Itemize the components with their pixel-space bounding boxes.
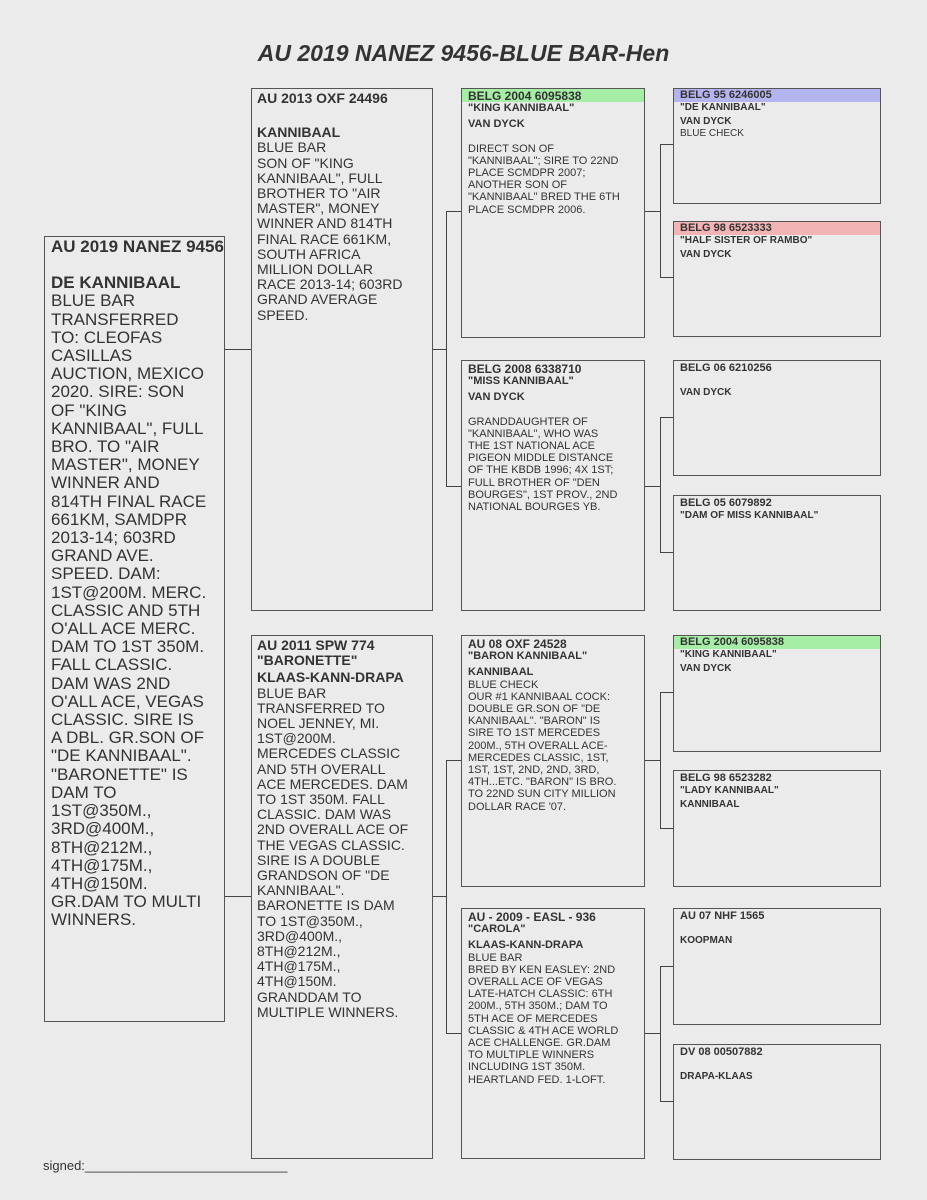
subject-name: DE KANNIBAAL [51,273,181,293]
connector-line [446,211,462,212]
dam-dam-name: KLAAS-KANN-DRAPA [468,939,584,952]
dam-dam-box [461,908,645,1159]
ancestor-band: BELG 2004 6095838 [674,636,880,649]
sire-dam-box [461,360,645,611]
ancestor-nickname: "HALF SISTER OF RAMBO" [680,234,813,246]
sire-dam-band: BELG 2008 6338710 [468,362,582,376]
connector-line [660,277,674,278]
ancestor-band: BELG 06 6210256 [680,362,772,374]
sire-sire-notes: DIRECT SON OF "KANNIBAAL"; SIRE TO 22ND PLACE SCMDPR 2007; ANOTHER SON OF "KANNIBAAL" BRED THE 6TH PLACE SCMDPR 2006. [468,142,620,216]
connector-line [660,417,674,418]
great-grandparent-box [673,908,881,1025]
connector-line [432,349,446,350]
connector-line [644,760,660,761]
sire-dam-notes: GRANDDAUGHTER OF "KANNIBAAL", WHO WAS THE 1ST NATIONAL ACE PIGEON MIDDLE DISTANCE OF THE KBDB 1996; 4X 1ST; FULL BROTHER OF "DEN BOURGES", 1ST PROV., 2ND NATIONAL BOURGES YB. [468,415,618,514]
connector-line [660,692,674,693]
ancestor-band: AU 07 NHF 1565 [680,910,765,922]
signature-line: signed:____________________________ [43,1158,288,1173]
ancestor-nickname: "LADY KANNIBAAL" [680,784,779,796]
dam-notes: BLUE BAR TRANSFERRED TO NOEL JENNEY, MI. 1ST@200M. MERCEDES CLASSIC AND 5TH OVERALL ACE MERCEDES. DAM TO 1ST 350M. FALL CLASSIC. DAM WAS 2ND OVERALL ACE OF THE VEGAS CLASSIC. SIRE IS A DOUBLE GRANDSON OF "DE KANNIBAAL". BARONETTE IS DAM TO 1ST@350M., 3RD@400M., 8TH@212M., 4TH@175M., 4TH@150M. GRANDDAM TO MULTIPLE WINNERS. [257,684,409,1020]
sire-sire-box [461,88,645,338]
dam-sire-name: KANNIBAAL [468,666,534,679]
ancestor-name: VAN DYCK [680,386,732,398]
dam-sire-nickname: "BARON KANNIBAAL" [468,650,588,663]
ancestor-band: BELG 98 6523282 [680,772,772,784]
ancestor-nickname: "DE KANNIBAAL" [680,101,766,113]
ancestor-band: BELG 05 6079892 [680,497,772,509]
pedigree-title: AU 2019 NANEZ 9456-BLUE BAR-Hen [257,40,670,66]
sire-name: KANNIBAAL [257,124,341,141]
dam-box [251,635,433,1159]
connector-line [446,486,462,487]
ancestor-name: VAN DYCK [680,116,732,127]
sire-sire-band: BELG 2004 6095838 [462,89,644,102]
connector-line [446,1033,462,1034]
ancestor-name: DRAPA-KLAAS [680,1070,753,1082]
ancestor-name: KANNIBAAL [680,799,740,810]
connector-line [660,1101,674,1102]
great-grandparent-box [673,635,881,752]
dam-sire-box [461,635,645,887]
sire-box [251,88,433,611]
connector-line [660,828,674,829]
connector-line [644,1033,660,1034]
dam-name: KLAAS-KANN-DRAPA [257,669,404,686]
sire-dam-name: VAN DYCK [468,391,525,404]
ancestor-name: VAN DYCK [680,663,732,674]
dam-dam-notes: BLUE BAR BRED BY KEN EASLEY: 2ND OVERALL ACE OF VEGAS LATE-HATCH CLASSIC: 6TH 200M., 5TH 350M.; DAM TO 5TH ACE OF MERCEDES CLASSIC & 4TH ACE WORLD ACE CHALLENGE. GR.DAM TO MULTIPLE WINNERS INCLUDING 1ST 350M. HEARTLAND FED. 1-LOFT. [468,951,619,1086]
connector-line [660,144,674,145]
ancestor-nickname: "KING KANNIBAAL" [680,648,777,660]
dam-sire-band: AU 08 OXF 24528 [468,637,567,651]
great-grandparent-box [673,360,881,476]
connector-line [224,349,251,350]
connector-line [446,760,447,1034]
sire-notes: BLUE BAR SON OF "KING KANNIBAAL", FULL BROTHER TO "AIR MASTER", MONEY WINNER AND 814TH FINAL RACE 661KM, SOUTH AFRICA MILLION DOLLAR RACE 2013-14; 603RD GRAND AVERAGE SPEED. [257,139,403,323]
dam-sire-notes: BLUE CHECK OUR #1 KANNIBAAL COCK: DOUBLE GR.SON OF "DE KANNIBAAL". "BARON" IS SIRE TO 1ST MERCEDES 200M., 5TH OVERALL ACE- MERCEDES CLASSIC, 1ST, 1ST, 1ST, 2ND, 2ND, 3RD, 4TH...ETC. "BARON" IS BRO. TO 22ND SUN CITY MILLION DOLLAR RACE '07. [468,678,617,813]
ancestor-band: BELG 95 6246005 [674,89,880,102]
ancestor-notes: BLUE CHECK [680,127,744,139]
connector-line [660,144,661,278]
ancestor-name: VAN DYCK [680,249,732,260]
dam-nickname: "BARONETTE" [257,652,358,669]
sire-dam-nickname: "MISS KANNIBAAL" [468,375,574,388]
great-grandparent-box [673,770,881,887]
connector-line [660,966,661,1102]
connector-line [660,417,661,553]
ancestor-band: BELG 98 6523333 [674,222,880,235]
dam-dam-band: AU - 2009 - EASL - 936 [468,910,596,924]
sire-band: AU 2013 OXF 24496 [257,90,388,106]
great-grandparent-box [673,221,881,337]
ancestor-name: KOOPMAN [680,934,733,946]
sire-sire-nickname: "KING KANNIBAAL" [468,102,575,115]
subject-band: AU 2019 NANEZ 9456 [51,237,224,256]
great-grandparent-box [673,495,881,611]
great-grandparent-box [673,88,881,204]
connector-line [432,896,446,897]
sire-sire-name: VAN DYCK [468,118,525,131]
dam-band: AU 2011 SPW 774 [257,637,375,653]
connector-line [660,692,661,829]
dam-dam-nickname: "CAROLA" [468,923,526,936]
subject-box [44,236,225,1022]
connector-line [644,211,660,212]
great-grandparent-box [673,1044,881,1160]
connector-line [660,966,674,967]
connector-line [644,486,660,487]
connector-line [660,552,674,553]
subject-notes: BLUE BAR TRANSFERRED TO: CLEOFAS CASILLAS AUCTION, MEXICO 2020. SIRE: SON OF "KING KANNIBAAL", FULL BRO. TO "AIR MASTER", MONEY WINNER AND 814TH FINAL RACE 661KM, SAMDPR 2013-14; 603RD GRAND AVE. SPEED. DAM: 1ST@200M. MERC. CLASSIC AND 5TH O'ALL ACE MERC. DAM TO 1ST 350M. FALL CLASSIC. DAM WAS 2ND O'ALL ACE, VEGAS CLASSIC. SIRE IS A DBL. GR.SON OF "DE KANNIBAAL". "BARONETTE" IS DAM TO 1ST@350M., 3RD@400M., 8TH@212M., 4TH@175M., 4TH@150M. GR.DAM TO MULTI WINNERS. [51,291,207,930]
connector-line [446,760,462,761]
ancestor-band: DV 08 00507882 [680,1046,763,1058]
ancestor-nickname: "DAM OF MISS KANNIBAAL" [680,509,819,521]
connector-line [446,211,447,487]
connector-line [224,896,251,897]
